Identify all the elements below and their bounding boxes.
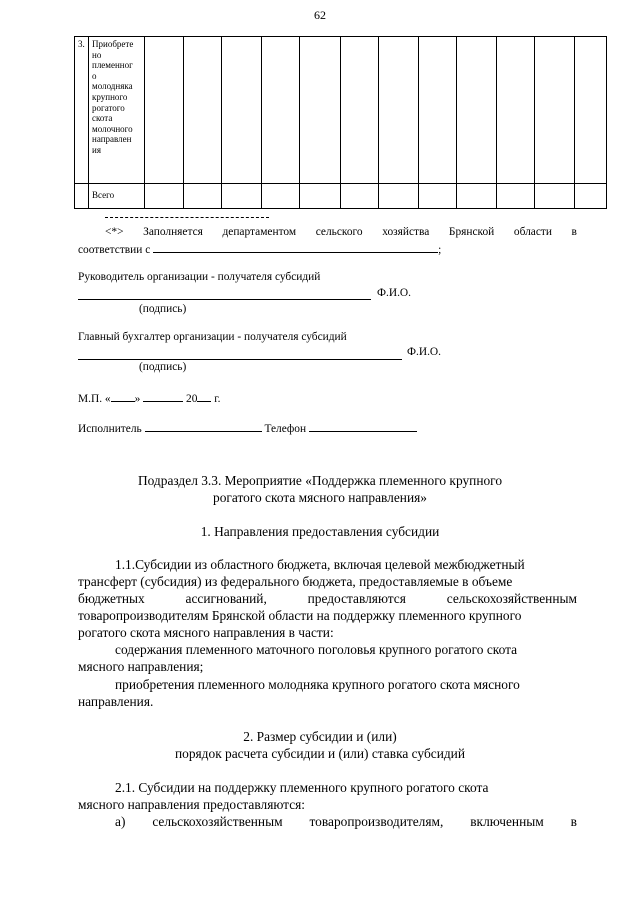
footnote-prefix: соответствии с [78, 244, 151, 256]
row-name-line: скота [92, 113, 113, 124]
table-cell [145, 37, 184, 184]
table-cell [262, 184, 300, 209]
section-2-heading-line-2: порядок расчета субсидии и (или) ставка субсидий [174, 746, 466, 761]
table-cell [341, 184, 379, 209]
head-sign-caption: (подпись) [139, 303, 187, 315]
word: сельскохозяйственным [446, 591, 577, 606]
blank-line [153, 242, 438, 253]
table-cell [457, 37, 497, 184]
stamp-g: г. [214, 393, 221, 405]
footnote-word: Брянской [448, 226, 495, 238]
footnote-word: Заполняется [143, 226, 203, 238]
row-name-line: Приобрете [92, 39, 134, 49]
word: ассигнований, [185, 591, 267, 606]
section-1-p1-line-1: 1.1.Субсидии из областного бюджета, включая целевой межбюджетный [115, 557, 525, 572]
row-name-line: молодняка [92, 81, 133, 92]
blank-line [111, 391, 135, 402]
accountant-fio: Ф.И.О. [407, 346, 441, 358]
word: а) [115, 814, 126, 829]
footnote-word: области [513, 226, 552, 238]
footnote-word: департаментом [222, 226, 297, 238]
word: товаропроизводителям, [309, 814, 444, 829]
footnote-word: в [571, 226, 577, 238]
row-name-line: направлен [92, 134, 132, 145]
table-cell [300, 37, 341, 184]
footnote-line-2 [78, 242, 441, 256]
head-label: Руководитель организации - получателя субсидий [78, 271, 321, 283]
table-cell [575, 184, 607, 209]
table-cell [184, 37, 222, 184]
word: предоставляются [307, 591, 406, 606]
section-1-p3-line-2: направления. [78, 694, 154, 709]
table-cell [262, 37, 300, 184]
row-name-line: племенног [92, 60, 133, 71]
table-cell [457, 184, 497, 209]
table-cell [379, 184, 419, 209]
word: бюджетных [78, 591, 145, 606]
row-name-cell [89, 37, 145, 184]
table-cell [145, 184, 184, 209]
table-cell [300, 184, 341, 209]
section-2-p1-line-2: мясного направления предоставляются: [78, 797, 306, 812]
table-cell [75, 184, 89, 209]
row-name-line: о [92, 70, 97, 81]
section-2-heading-line-1: 2. Размер субсидии и (или) [243, 729, 397, 744]
section-2-p1-line-1: 2.1. Субсидии на поддержку племенного крупного рогатого скота [115, 780, 489, 795]
table-cell [222, 37, 262, 184]
footnote-word: хозяйства [382, 226, 430, 238]
table-cell [222, 184, 262, 209]
page-number: 62 [314, 8, 326, 22]
table-cell [535, 184, 575, 209]
table-row [75, 184, 607, 209]
table-cell [575, 37, 607, 184]
subsidy-table [74, 36, 607, 209]
row-name-line: ия [92, 144, 101, 155]
section-1-p3-line-1: приобретения племенного молодняка крупного рогатого скота мясного [115, 677, 520, 692]
blank-line [309, 421, 417, 432]
signature-line [78, 299, 371, 300]
row-name-line: крупного [92, 91, 128, 102]
table-cell [497, 184, 535, 209]
table-cell [184, 184, 222, 209]
word: в [570, 814, 577, 829]
blank-line [145, 421, 262, 432]
table-cell [419, 184, 457, 209]
section-1-p1-line-3 [78, 591, 577, 607]
word: включенным [470, 814, 544, 829]
section-2-p2-line-1 [115, 814, 577, 830]
subsection-title-line-1: Подраздел 3.3. Мероприятие «Поддержка племенного крупного [137, 473, 503, 488]
section-1-p1-line-5: рогатого скота мясного направления в части: [78, 625, 334, 640]
row-name-line: молочного [92, 123, 133, 134]
section-1-heading: 1. Направления предоставления субсидии [200, 524, 440, 539]
footnote-suffix: ; [438, 244, 442, 256]
section-1-p2-line-2: мясного направления; [78, 659, 204, 674]
blank-line [143, 391, 183, 402]
row-number: 3. [75, 37, 89, 184]
accountant-label: Главный бухгалтер организации - получателя субсидий [78, 331, 347, 343]
phone-label: Телефон [264, 423, 307, 435]
footnote-separator [105, 217, 269, 218]
executor-line [78, 421, 417, 435]
blank-line [197, 391, 211, 402]
footnote-marker: <*> [105, 226, 124, 238]
word: сельскохозяйственным [152, 814, 283, 829]
section-1-p1-line-2: трансферт (субсидия) из федерального бюджета, предоставляемые в объеме [78, 574, 513, 589]
stamp-year: 20 [186, 393, 198, 405]
stamp-quote: » [134, 393, 141, 405]
total-label: Всего [89, 184, 145, 209]
section-1-p1-line-4: товаропроизводителям Брянской области на поддержку племенного крупного [78, 608, 522, 623]
accountant-sign-caption: (подпись) [139, 361, 187, 373]
executor-label: Исполнитель [78, 423, 142, 435]
stamp-date-line [78, 391, 221, 405]
row-name-line: но [92, 49, 102, 60]
row-name-line: рогатого [92, 102, 125, 113]
table-cell [379, 37, 419, 184]
stamp-mp: М.П. « [78, 393, 111, 405]
table-row [75, 37, 607, 184]
table-cell [419, 37, 457, 184]
table-cell [497, 37, 535, 184]
signature-line [78, 359, 402, 360]
footnote-word: сельского [315, 226, 363, 238]
table-cell [535, 37, 575, 184]
table-cell [341, 37, 379, 184]
section-1-p2-line-1: содержания племенного маточного поголовья крупного рогатого скота [115, 642, 518, 657]
subsection-title-line-2: рогатого скота мясного направления» [213, 490, 427, 505]
head-fio: Ф.И.О. [377, 287, 411, 299]
footnote-line-1 [105, 226, 577, 238]
